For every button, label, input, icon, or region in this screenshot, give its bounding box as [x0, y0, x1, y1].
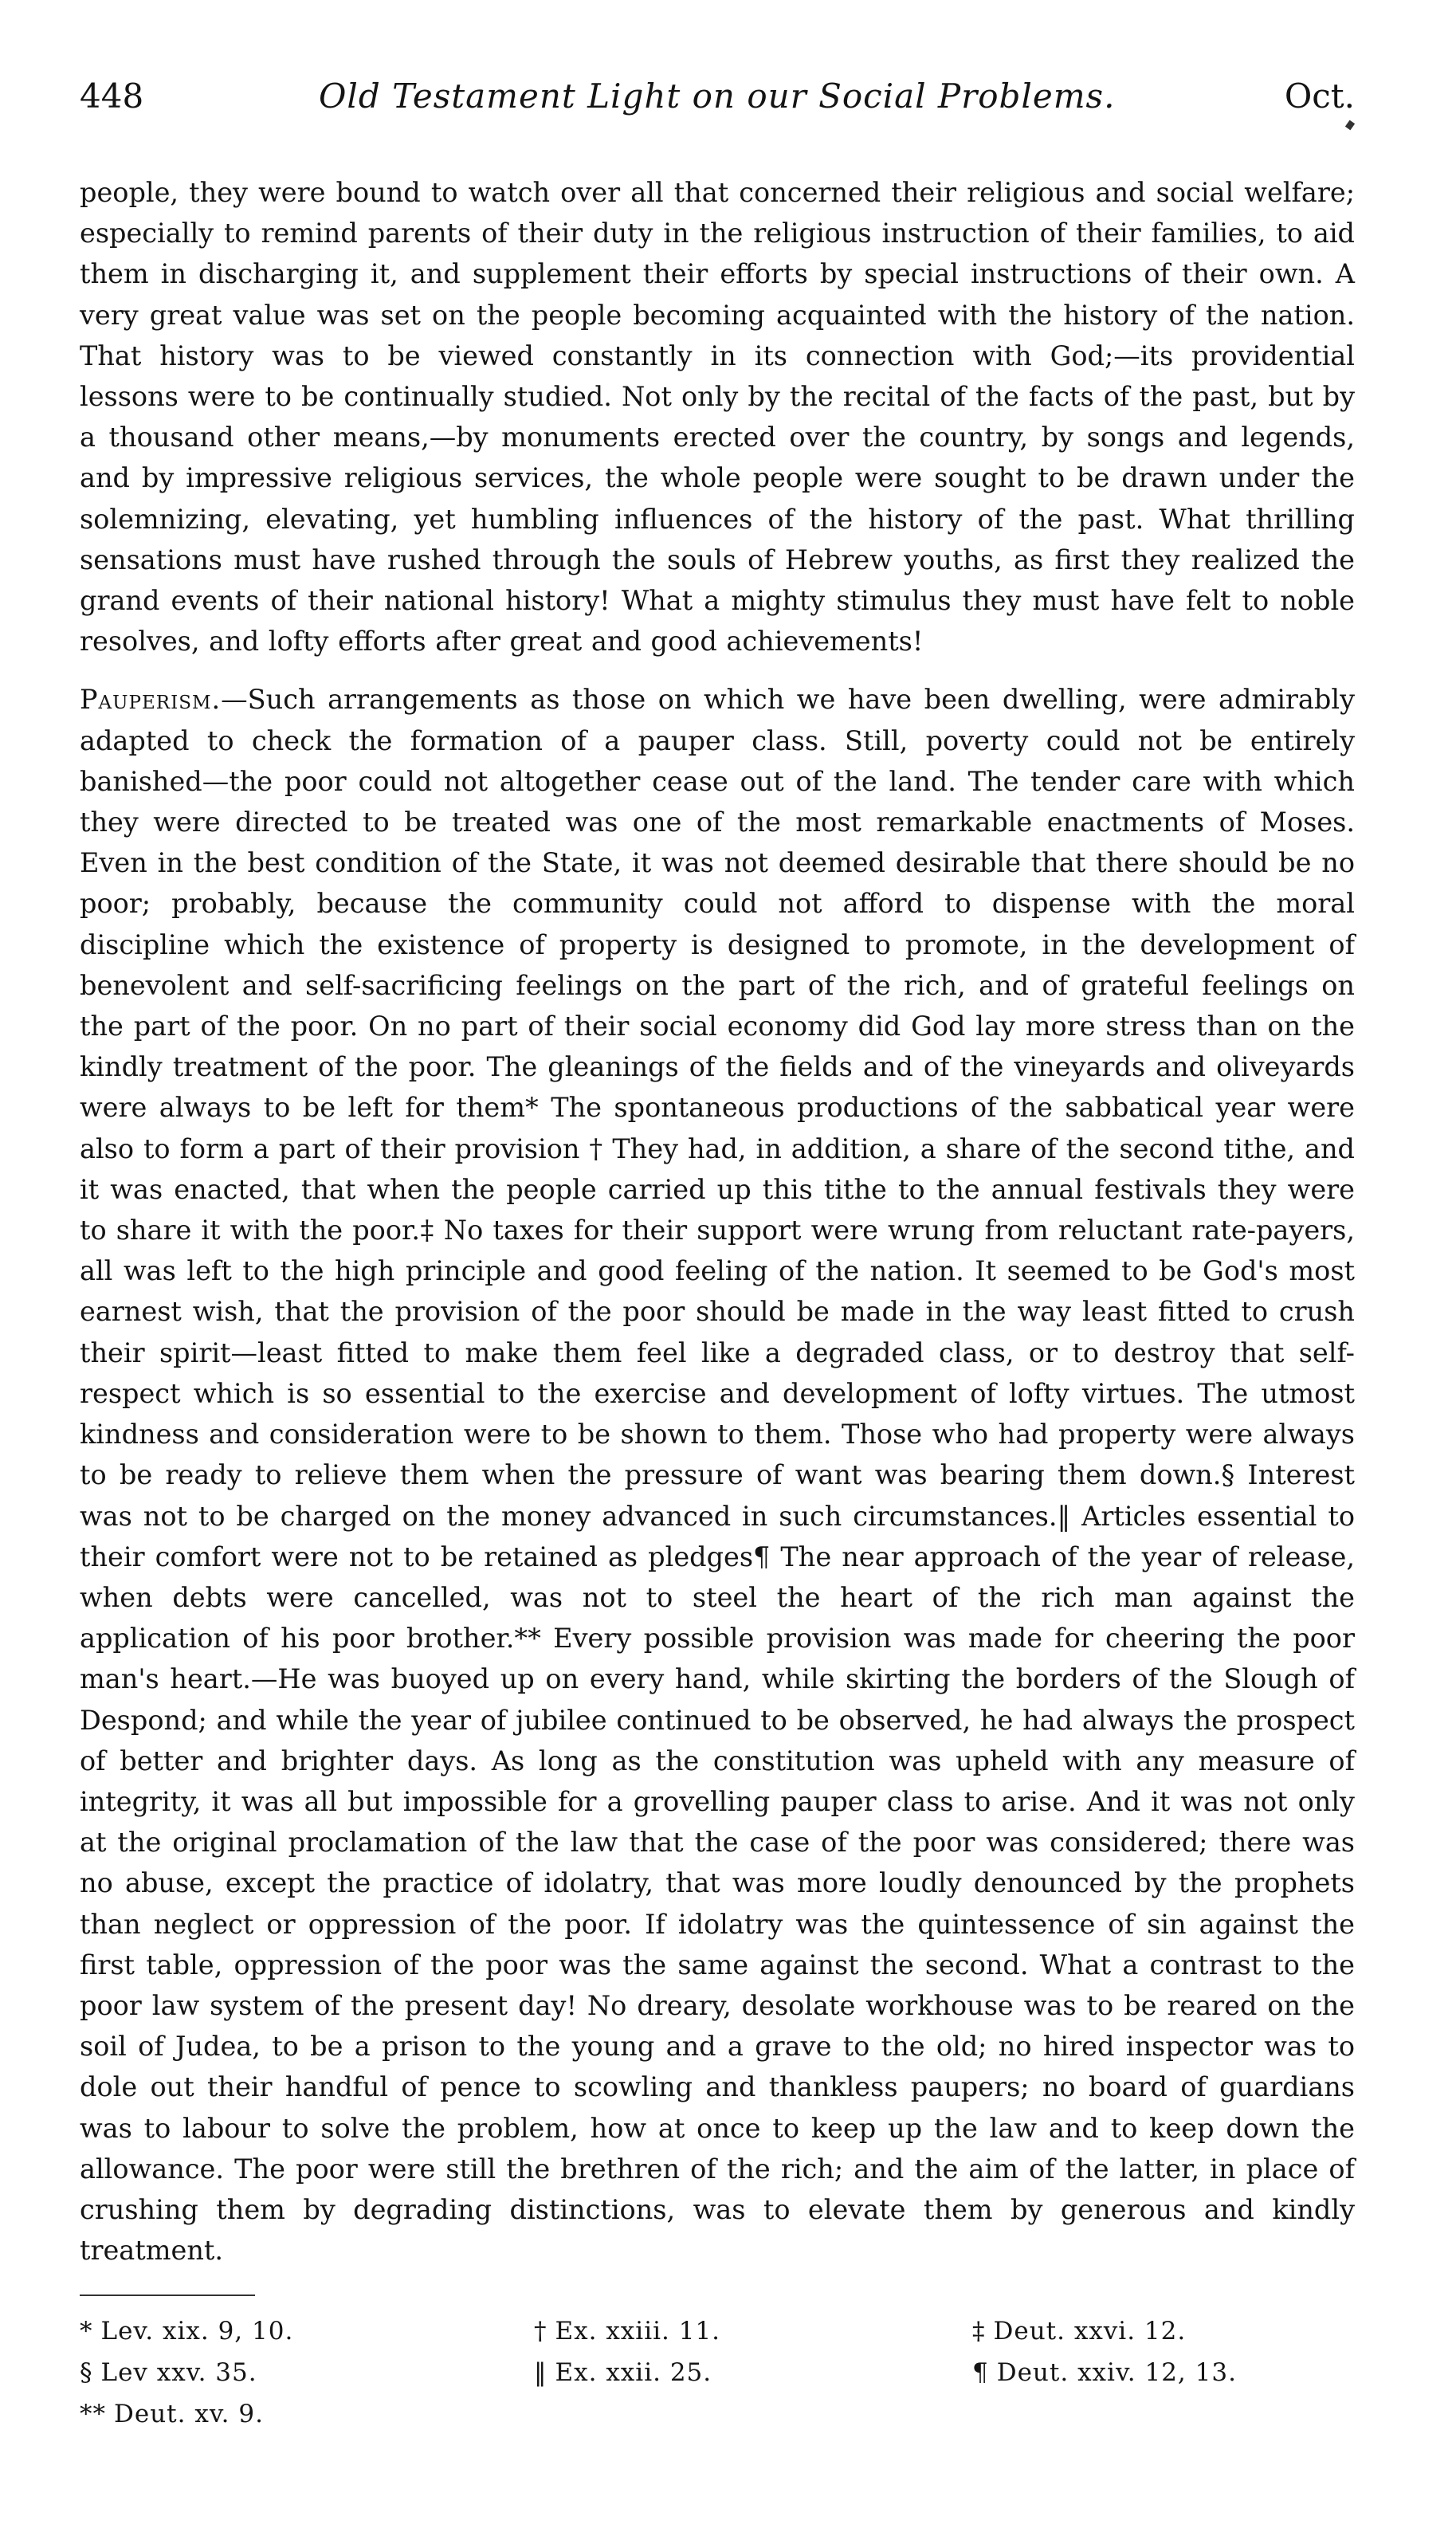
footnote-mark: * [80, 2317, 93, 2346]
footnote-mark: † [534, 2317, 547, 2346]
footnote [972, 2312, 1355, 2350]
footnote-mark: ¶ [972, 2358, 989, 2388]
section-heading-pauperism: Pauperism. [80, 684, 222, 716]
paragraph-2-text: —Such arrangements as those on which we have been dwelling, were admirably adapted to check the formation of a pauper class. Still, poverty could not be entirely banished—the poor could not altogether cease out of the land. The tender care with which they were directed to be treated was one of the most remarkable enactments of Moses. Even in the best condition of the State, it was not deemed desirable that there should be no poor; probably, because the community could not afford to dispense with the moral discipline which the existence of property is designed to promote, in the development of benevolent and self-sacrificing feelings on the part of the rich, and of grateful feelings on the part of the poor. On no part of their social economy did God lay more stress than on the kindly treatment of the poor. The gleanings of the fields and of the vineyards and oliveyards were always to be left for them* The spontaneous productions of the sabbatical year were also to form a part of their provision † They had, in addition, a share of the second tithe, and it was enacted, that when the people carried up this tithe to the annual festivals they were to share it with the poor.‡ No taxes for their support were wrung from reluctant rate-payers, all was left to the high principle and good feeling of the nation. It seemed to be God's most earnest wish, that the provision of the poor should be made in the way least fitted to crush their spirit—least fitted to make them feel like a degraded class, or to destroy that self-respect which is so essential to the exercise and development of lofty virtues. The utmost kindness and consideration were to be shown to them. Those who had property were always to be ready to relieve them when the pressure of want was bearing them down.§ Interest was not to be charged on the money advanced in such circumstances.‖ Articles essential to their comfort were not to be retained as pledges¶ The near approach of the year of release, when debts were cancelled, was not to steel the heart of the rich man against the application of his poor brother.** Every possible provision was made for cheering the poor man's heart.—He was buoyed up on every hand, while skirting the borders of the Slough of Despond; and while the year of jubilee continued to be observed, he had always the prospect of better and brighter days. As long as the constitution was upheld with any measure of integrity, it was all but impossible for a grovelling pauper class to arise. And it was not only at the original proclamation of the law that the case of the poor was considered; there was no abuse, except the practice of idolatry, that was more loudly denounced by the prophets than neglect or oppression of the poor. If idolatry was the quintessence of sin against the first table, oppression of the poor was the same against the second. What a contrast to the poor law system of the present day! No dreary, desolate workhouse was to be reared on the soil of Judea, to be a prison to the young and a grave to the old; no hired inspector was to dole out their handful of pence to scowling and thankless paupers; no board of guardians was to labour to solve the problem, how at once to keep up the law and to keep down the allowance. The poor were still the brethren of the rich; and the aim of the latter, in place of crushing them by degrading distinctions, was to elevate them by generous and kindly treatment. [80, 684, 1355, 2267]
running-title: Old Testament Light on our Social Problems. [319, 77, 1116, 116]
paragraph-2 [80, 679, 1355, 2271]
header-month: Oct. [1284, 77, 1355, 116]
footnote-reference: Ex. xxii. 25. [555, 2358, 712, 2388]
footnote-reference: Lev. xix. 9, 10. [100, 2317, 294, 2346]
footnote [80, 2395, 534, 2433]
footnote [80, 2353, 534, 2392]
body-text [80, 172, 1355, 2271]
footnote-reference: Deut. xv. 9. [114, 2400, 264, 2429]
footnote-divider [80, 2295, 255, 2296]
paragraph-1: people, they were bound to watch over all that concerned their religious and social welfare; especially to remind parents of their duty in the religious instruction of their families, to aid them in discharging it, and supplement their efforts by special instructions of their own. A very great value was set on the people becoming acquainted with the history of the nation. That history was to be viewed constantly in its connection with God;—its providential lessons were to be continually studied. Not only by the recital of the facts of the past, but by a thousand other means,—by monuments erected over the country, by songs and legends, and by impressive religious services, the whole people were sought to be drawn under the solemnizing, elevating, yet humbling influences of the history of the past. What thrilling sensations must have rushed through the souls of Hebrew youths, as first they realized the grand events of their national history! What a mighty stimulus they must have felt to noble resolves, and lofty efforts after great and good achievements! [80, 177, 1355, 658]
footnote-reference: Ex. xxiii. 11. [555, 2317, 721, 2346]
page-number: 448 [80, 77, 144, 116]
footnote-mark: ‡ [972, 2317, 986, 2346]
footnote-reference: Deut. xxiv. 12, 13. [996, 2358, 1237, 2388]
footnote-mark: § [80, 2358, 93, 2388]
footnote-mark: ** [80, 2400, 106, 2429]
footnote-reference: Deut. xxvi. 12. [993, 2317, 1187, 2346]
footnotes [80, 2312, 1355, 2433]
page-header [80, 70, 1355, 123]
footnote [972, 2353, 1355, 2392]
footnote [80, 2312, 534, 2350]
footnote [534, 2312, 972, 2350]
footnote-reference: Lev xxv. 35. [100, 2358, 257, 2388]
footnote-mark: ‖ [534, 2358, 547, 2388]
footnote [534, 2353, 972, 2392]
book-page [80, 70, 1355, 2433]
